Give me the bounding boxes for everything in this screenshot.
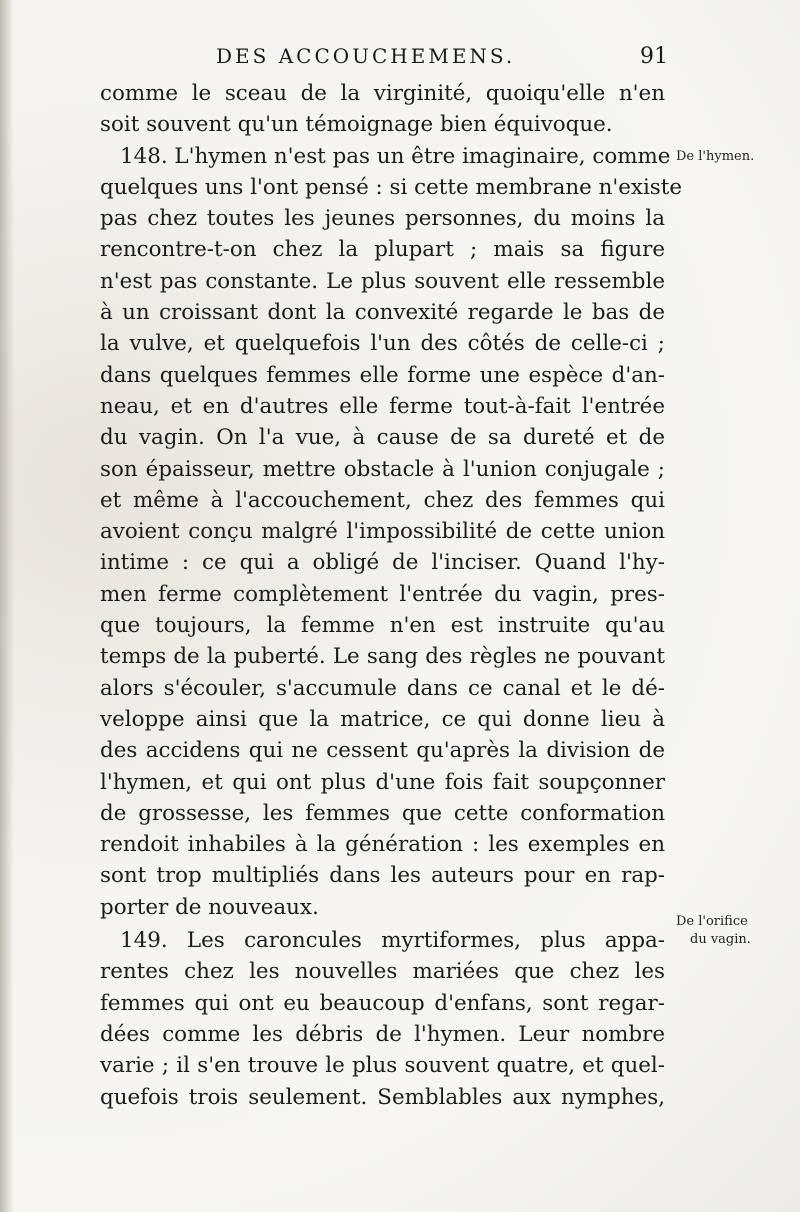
text-line: intime : ce qui a obligé de l'inciser. Quand l'hy- [100,550,665,576]
text-line: la vulve, et quelquefois l'un des côtés de celle-ci ; [100,331,665,357]
text-line: sont trop multipliés dans les auteurs pour en rap- [100,863,665,889]
text-line: rentes chez les nouvelles mariées que chez les [100,959,665,985]
marginal-note-text: du vagin. [690,932,751,947]
text-line: soit souvent qu'un témoignage bien équivoque. [100,112,613,138]
text-line: à un croissant dont la convexité regarde le bas de [100,300,665,326]
text-line: quefois trois seulement. Semblables aux nymphes, [100,1084,665,1110]
text-line: des accidens qui ne cessent qu'après la division de [100,738,665,764]
text-line: temps de la puberté. Le sang des règles ne pouvant [100,644,665,670]
text-line: dans quelques femmes elle forme une espèce d'an- [100,362,665,388]
text-line: varie ; il s'en trouve le plus souvent quatre, et quel- [100,1053,665,1079]
page-header [216,44,668,78]
marginal-note-text: De l'hymen. [676,149,755,164]
body-text [100,78,683,1113]
text-line: pas chez toutes les jeunes personnes, du moins la [100,206,665,232]
marginal-note-hymen [676,148,754,166]
text-line: porter de nouveaux. [100,894,319,920]
text-line: son épaisseur, mettre obstacle à l'union conjugale ; [100,456,665,482]
text-line: quelques uns l'ont pensé : si cette membrane n'existe [100,174,683,200]
text-line: alors s'écouler, s'accumule dans ce canal et le dé- [100,675,665,701]
paragraph-148-start: 148. L'hymen n'est pas un être imaginaire, comme [120,143,671,169]
text-line: neau, et en d'autres elle ferme tout-à-fait l'entrée [100,393,665,419]
text-line: rencontre-t-on chez la plupart ; mais sa figure [100,237,665,263]
text-line: et même à l'accouchement, chez des femmes qui [100,487,665,513]
text-line: n'est pas constante. Le plus souvent elle ressemble [100,268,665,294]
text-line: veloppe ainsi que la matrice, ce qui donne lieu à [100,706,665,732]
text-line: du vagin. On l'a vue, à cause de sa dureté et de [100,425,665,451]
marginal-note-orifice [676,913,751,949]
page-number: 91 [640,44,668,69]
text-line: l'hymen, et qui ont plus d'une fois fait soupçonner [100,769,665,795]
text-line: men ferme complètement l'entrée du vagin, pres- [100,581,665,607]
text-line: comme le sceau de la virginité, quoiqu'elle n'en [100,81,665,106]
running-title: DES ACCOUCHEMENS. [216,44,516,68]
text-line: rendoit inhabiles à la génération : les exemples en [100,832,665,858]
text-line: avoient conçu malgré l'impossibilité de cette union [100,519,665,545]
gutter-shadow [0,0,14,1212]
text-line: de grossesse, les femmes que cette conformation [100,800,665,826]
text-line: dées comme les débris de l'hymen. Leur nombre [100,1021,665,1047]
text-line: femmes qui ont eu beaucoup d'enfans, sont regar- [100,990,665,1016]
text-line: que toujours, la femme n'en est instruite qu'au [100,613,665,639]
paragraph-149-start: 149. Les caroncules myrtiformes, plus appa- [120,928,665,954]
marginal-note-text: De l'orifice [676,914,748,929]
